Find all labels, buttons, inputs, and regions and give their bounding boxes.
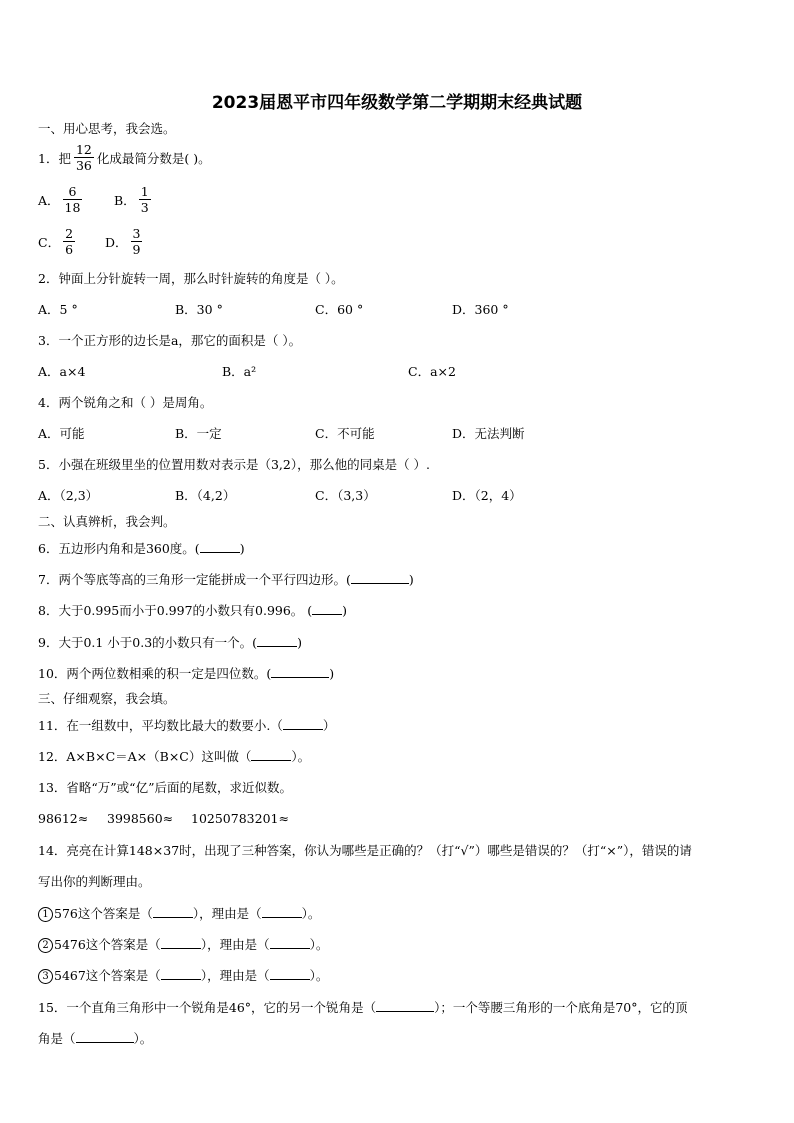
circled-number-icon: 3 xyxy=(38,969,53,984)
reason-blank[interactable] xyxy=(270,967,310,980)
q2-option-d[interactable]: D．360 ° xyxy=(452,302,509,317)
q1-option-c[interactable]: C． $\frac{2}{6}$ xyxy=(38,226,74,257)
q1-option-a[interactable]: A． $\frac{6}{18}$ xyxy=(38,184,81,215)
answer-blank[interactable] xyxy=(376,999,434,1012)
q5-option-a[interactable]: A．（2,3） xyxy=(38,488,99,503)
answer-blank[interactable] xyxy=(153,905,193,918)
question-8: 8．大于0.995而小于0.997的小数只有0.996。 ( ) xyxy=(38,603,348,618)
answer-blank[interactable] xyxy=(161,967,201,980)
q2-option-a[interactable]: A．5 ° xyxy=(38,302,78,317)
answer-blank[interactable] xyxy=(257,634,297,647)
q13-value-2: 3998560≈ xyxy=(107,811,174,826)
q3-option-a[interactable]: A．a×4 xyxy=(38,364,86,379)
section-3-heading: 三、仔细观察，我会填。 xyxy=(38,691,176,706)
q14-item-1: 1 576这个答案是（ ），理由是（ ）。 xyxy=(38,905,320,922)
question-3: 3．一个正方形的边长是a，那它的面积是（ ）。 xyxy=(38,333,302,348)
q5-option-d[interactable]: D．（2，4） xyxy=(452,488,522,503)
q1-option-d[interactable]: D． $\frac{3}{9}$ xyxy=(105,226,141,257)
answer-blank[interactable] xyxy=(312,602,342,615)
q13-value-1: 98612≈ xyxy=(38,811,89,826)
q4-option-b[interactable]: B．一定 xyxy=(175,426,222,441)
q3-option-c[interactable]: C．a×2 xyxy=(408,364,456,379)
answer-blank[interactable] xyxy=(200,540,240,553)
section-1-heading: 一、用心思考，我会选。 xyxy=(38,121,176,136)
question-2: 2．钟面上分针旋转一周，那么时针旋转的角度是（ ）。 xyxy=(38,271,344,286)
fraction-12-36: $\frac{12}{36}$ xyxy=(75,142,92,173)
question-11: 11．在一组数中，平均数比最大的数要小.（ ） xyxy=(38,718,336,733)
q2-option-c[interactable]: C．60 ° xyxy=(315,302,364,317)
section-2-heading: 二、认真辨析，我会判。 xyxy=(38,514,176,529)
circled-number-icon: 1 xyxy=(38,907,53,922)
answer-blank[interactable] xyxy=(271,665,329,678)
q4-option-a[interactable]: A．可能 xyxy=(38,426,85,441)
answer-blank[interactable] xyxy=(251,748,291,761)
q4-option-d[interactable]: D．无法判断 xyxy=(452,426,525,441)
question-10: 10．两个两位数相乘的积一定是四位数。( ) xyxy=(38,666,335,681)
answer-blank[interactable] xyxy=(283,717,323,730)
question-12: 12．A×B×C＝A×（B×C）这叫做（ ）。 xyxy=(38,749,311,764)
question-7: 7．两个等底等高的三角形一定能拼成一个平行四边形。( ) xyxy=(38,572,414,587)
q2-option-b[interactable]: B．30 ° xyxy=(175,302,223,317)
q3-option-b[interactable]: B．a² xyxy=(222,364,257,379)
answer-blank[interactable] xyxy=(351,571,409,584)
reason-blank[interactable] xyxy=(262,905,302,918)
q14-item-2: 2 5476这个答案是（ ），理由是（ ）。 xyxy=(38,936,328,953)
circled-number-icon: 2 xyxy=(38,938,53,953)
page-title: 2023届恩平市四年级数学第二学期期末经典试题 xyxy=(211,93,583,113)
question-14-line-2: 写出你的判断理由。 xyxy=(38,874,151,889)
answer-blank[interactable] xyxy=(161,936,201,949)
question-15-line-2: 角是（ ）。 xyxy=(38,1031,153,1046)
question-6: 6．五边形内角和是360度。( ) xyxy=(38,541,245,556)
q1-option-b[interactable]: B． $\frac{1}{3}$ xyxy=(114,184,149,215)
reason-blank[interactable] xyxy=(270,936,310,949)
q5-option-b[interactable]: B．（4,2） xyxy=(175,488,236,503)
question-4: 4．两个锐角之和（ ）是周角。 xyxy=(38,395,213,410)
q4-option-c[interactable]: C．不可能 xyxy=(315,426,375,441)
question-5: 5．小强在班级里坐的位置用数对表示是（3,2），那么他的同桌是（ ）. xyxy=(38,457,431,472)
question-1: 1．把 $\frac{12}{36}$ 化成最简分数是( )。 xyxy=(38,142,211,173)
question-9: 9．大于0.1 小于0.3的小数只有一个。( ) xyxy=(38,635,302,650)
question-14-line-1: 14．亮亮在计算148×37时，出现了三种答案，你认为哪些是正确的？（打“√”）哪些是错误的？（打“×”），错误的请 xyxy=(38,843,692,858)
question-15-line-1: 15．一个直角三角形中一个锐角是46°，它的另一个锐角是（ ）；一个等腰三角形的一个底角是70°，它的顶 xyxy=(38,1000,688,1015)
q13-value-3: 10250783201≈ xyxy=(191,811,289,826)
question-13: 13．省略“万”或“亿”后面的尾数，求近似数。 xyxy=(38,780,292,795)
q5-option-c[interactable]: C．（3,3） xyxy=(315,488,376,503)
answer-blank[interactable] xyxy=(76,1030,134,1043)
q14-item-3: 3 5467这个答案是（ ），理由是（ ）。 xyxy=(38,967,328,984)
